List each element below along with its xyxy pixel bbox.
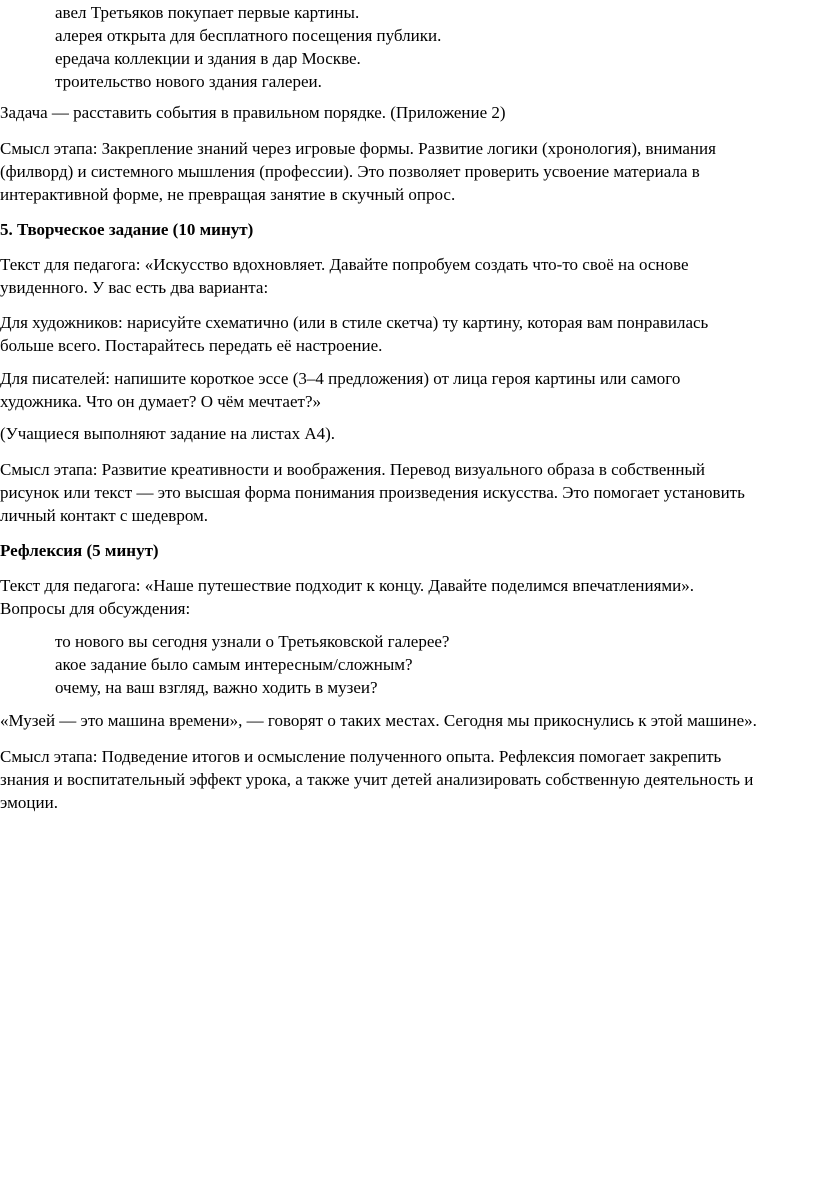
heading-text: 5. Творческое задание (10 минут) bbox=[0, 220, 254, 239]
list-item: авел Третьяков покупает первые картины. bbox=[55, 3, 360, 22]
list-item: ередача коллекции и здания в дар Москве. bbox=[55, 49, 361, 68]
text-line: Для художников: нарисуйте схематично (или в стиле скетча) ту картину, которая вам понравилась bbox=[0, 313, 709, 332]
section5-note bbox=[0, 422, 816, 445]
heading-text: Рефлексия (5 минут) bbox=[0, 541, 159, 560]
section5-meaning-paragraph bbox=[0, 458, 816, 527]
text-line: увиденного. У вас есть два варианта: bbox=[0, 278, 269, 297]
stage4-meaning-paragraph bbox=[0, 137, 816, 206]
task-text: Задача — расставить события в правильном порядке. (Приложение 2) bbox=[0, 103, 506, 122]
list-item: акое задание было самым интересным/сложным? bbox=[55, 655, 413, 674]
quote-text: «Музей — это машина времени», — говорят о таких местах. Сегодня мы прикоснулись к этой машине». bbox=[0, 711, 757, 730]
text-line: Смысл этапа: Закрепление знаний через игровые формы. Развитие логики (хронология), внимания bbox=[0, 139, 716, 158]
reflection-meaning-paragraph bbox=[0, 745, 816, 814]
reflection-teacher-paragraph bbox=[0, 574, 816, 620]
text-line: рисунок или текст — это высшая форма понимания произведения искусства. Это помогает установить bbox=[0, 483, 745, 502]
text-line: Для писателей: напишите короткое эссе (3–4 предложения) от лица героя картины или самого bbox=[0, 369, 681, 388]
section5-artists-paragraph bbox=[0, 311, 816, 357]
text-line: Смысл этапа: Подведение итогов и осмысление полученного опыта. Рефлексия помогает закрепить bbox=[0, 747, 722, 766]
list-item: то нового вы сегодня узнали о Третьяковской галерее? bbox=[55, 632, 450, 651]
section5-heading bbox=[0, 218, 816, 241]
list-item: очему, на ваш взгляд, важно ходить в музеи? bbox=[55, 678, 378, 697]
text-line: личный контакт с шедевром. bbox=[0, 506, 209, 525]
text-line: больше всего. Постарайтесь передать её настроение. bbox=[0, 336, 383, 355]
text-line: интерактивной форме, не превращая занятие в скучный опрос. bbox=[0, 185, 456, 204]
text-line: (филворд) и системного мышления (профессии). Это позволяет проверить усвоение материала в bbox=[0, 162, 700, 181]
task-paragraph bbox=[0, 101, 816, 124]
text-line: эмоции. bbox=[0, 793, 58, 812]
text-line: знания и воспитательный эффект урока, а также учит детей анализировать собственную деятельность и bbox=[0, 770, 754, 789]
reflection-heading bbox=[0, 539, 816, 562]
list-item: троительство нового здания галереи. bbox=[55, 72, 322, 91]
text-line: Текст для педагога: «Искусство вдохновляет. Давайте попробуем создать что-то своё на основе bbox=[0, 255, 689, 274]
text-line: Вопросы для обсуждения: bbox=[0, 599, 191, 618]
list-item: алерея открыта для бесплатного посещения публики. bbox=[55, 26, 442, 45]
section5-teacher-paragraph bbox=[0, 253, 816, 299]
reflection-questions-list bbox=[55, 630, 816, 699]
text-line: Смысл этапа: Развитие креативности и воображения. Перевод визуального образа в собственный bbox=[0, 460, 705, 479]
text-line: художника. Что он думает? О чём мечтает?» bbox=[0, 392, 321, 411]
text-line: Текст для педагога: «Наше путешествие подходит к концу. Давайте поделимся впечатлениями». bbox=[0, 576, 695, 595]
museum-quote bbox=[0, 709, 816, 732]
section5-writers-paragraph bbox=[0, 367, 816, 413]
note-text: (Учащиеся выполняют задание на листах А4). bbox=[0, 424, 336, 443]
events-list bbox=[55, 1, 816, 93]
